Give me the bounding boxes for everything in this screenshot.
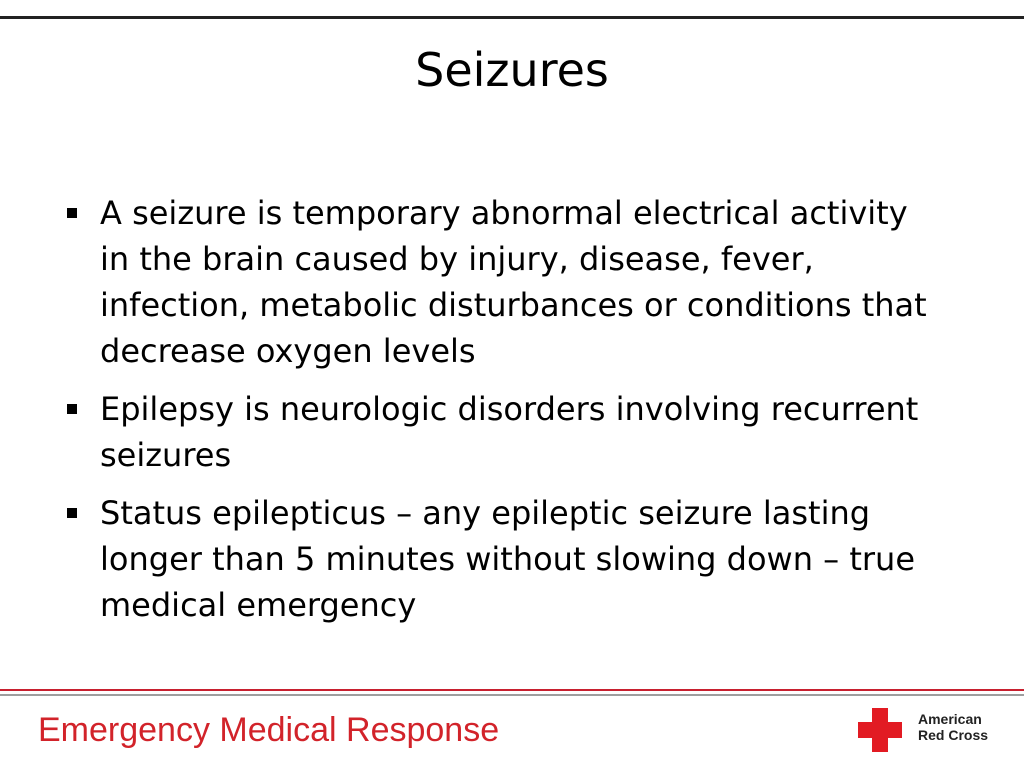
american-red-cross-logo [856,706,1006,756]
bullet-text: Epilepsy is neurologic disorders involving recurrent seizures [100,390,919,474]
top-divider [0,16,1024,19]
logo-line-1: American [918,711,982,727]
square-bullet-icon [67,208,77,218]
bullet-text: Status epilepticus – any epileptic seizure lasting longer than 5 minutes without slowing down – true medical emergency [100,494,915,624]
footer-divider-red [0,689,1024,691]
square-bullet-icon [67,508,77,518]
bullet-item-status-epilepticus [60,490,940,628]
red-cross-icon [858,708,902,752]
logo-line-2: Red Cross [918,727,989,743]
bullet-item-seizure-definition [60,190,940,374]
logo-wordmark [918,711,988,743]
footer-course-title: Emergency Medical Response [38,711,500,749]
footer-divider-gray [0,694,1024,696]
bullet-list [60,190,940,640]
bullet-item-epilepsy [60,386,940,478]
bullet-text: A seizure is temporary abnormal electrical activity in the brain caused by injury, disease, fever, infection, metabolic disturbances or conditions that decrease oxygen levels [100,194,927,370]
square-bullet-icon [67,404,77,414]
slide-title: Seizures [415,43,609,97]
